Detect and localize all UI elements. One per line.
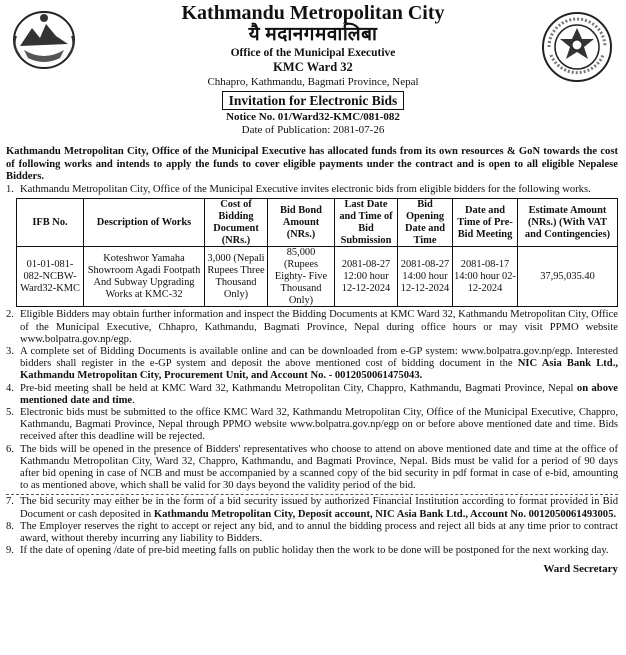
ward-name: KMC Ward 32	[273, 60, 353, 74]
list-item: 2. Eligible Bidders may obtain further information and inspect the Bidding Documents at KMC Ward 32, Kathmandu Metropolitan City, Office of the Municipal Executive, Chhapro, Kathmandu, Bagmati Province, Nepal during office hours or may visit PPMO website www.bolpatra.gov.np/egp.	[6, 309, 618, 345]
cell-bond: 85,000 (Rupees Eighty- Five Thousand Only)	[268, 247, 335, 307]
list-item: 5. Electronic bids must be submitted to the office KMC Ward 32, Kathmandu Metropolitan City, Office of the Municipal Executive, Chappro, Kathmandu, Bagmati Province, Nepal through PPMO website www.bolpatra.gov.np/egp on or before above mentioned date and time. Bids received after this deadline will be rejected.	[6, 407, 618, 443]
notice-number: Notice No. 01/Ward32-KMC/081-082	[226, 111, 400, 123]
col-cost: Cost of Bidding Document (NRs.)	[205, 199, 268, 247]
invitation-title: Invitation for Electronic Bids	[222, 91, 405, 110]
list-item: 3. A complete set of Bidding Documents is available online and can be downloaded from e-GP system: www.bolpatra.gov.np/egp. Interested bidders shall register in the e-GP system and deposit the above mentioned cost of bidding document in the NIC Asia Bank Ltd., Kathmandu Metropolitan City, Procurement Unit, and Account No. - 0012050061475043.	[6, 345, 618, 382]
col-opening: Bid Opening Date and Time	[398, 199, 453, 247]
office-name: Office of the Municipal Executive	[230, 47, 396, 59]
cell-cost: 3,000 (Nepali Rupees Three Thousand Only)	[205, 247, 268, 307]
items-list	[6, 184, 618, 576]
col-last-date: Last Date and Time of Bid Submission	[335, 199, 398, 247]
cell-ifb: 01-01-081-082-NCBW-Ward32-KMC	[17, 247, 84, 307]
col-description: Description of Works	[84, 199, 205, 247]
cell-prebid: 2081-08-17 14:00 hour 02-12-2024	[453, 247, 518, 307]
divider	[6, 494, 618, 495]
table-header-row	[17, 199, 618, 247]
cell-estimate: 37,95,035.40	[518, 247, 618, 307]
list-item: 1. Kathmandu Metropolitan City, Office of the Municipal Executive invites electronic bids from eligible bidders for the following works.	[6, 184, 591, 195]
list-item: 7. The bid security may either be in the form of a bid security issued by authorized Financial Institution according to format provided in Bid Document or cash deposited in Kathmandu Metropolitan City, Deposit account, NIC Asia Bank Ltd., Account No. 0012050061493005.	[6, 496, 618, 520]
list-item: 9. If the date of opening /date of pre-bid meeting falls on public holiday then the work to be done will be postponed for the next working day.	[6, 545, 609, 557]
table-row	[17, 247, 618, 307]
col-bond: Bid Bond Amount (NRs.)	[268, 199, 335, 247]
signature: Ward Secretary	[543, 563, 618, 576]
cell-last-date: 2081-08-27 12:00 hour 12-12-2024	[335, 247, 398, 307]
list-item: 6. The bids will be opened in the presence of Bidders' representatives who choose to attend on above mentioned date and time at the office of Kathmandu Metropolitan City, Ward 32, Chappro, Kathmandu, and Bagmati Province, Nepal. Bids must be valid for a period of 90 days after bid opening in case of NCB and must be accompanied by a scanned copy of the bid security in pdf format in case of e-bid, amounting to as mentioned above, which shall be valid for 30 days beyond the validity period of the bid.	[6, 443, 618, 492]
list-item: 8. The Employer reserves the right to accept or reject any bid, and to annul the bidding process and reject all bids at any time prior to contract award, without thereby incurring any liability to Bidders.	[6, 520, 618, 545]
address: Chhapro, Kathmandu, Bagmati Province, Nepal	[207, 76, 419, 88]
intro-paragraph: Kathmandu Metropolitan City, Office of the Municipal Executive has allocated funds from its own resources & GoN towards the cost of following works and intends to apply the funds to cover eligible payments under the contract and is open to all eligible Nepalese Bidders.	[6, 146, 618, 183]
col-ifb: IFB No.	[17, 199, 84, 247]
city-title-nepali: यै मदानगमवालिबा	[248, 24, 378, 45]
col-prebid: Date and Time of Pre-Bid Meeting	[453, 199, 518, 247]
header	[0, 2, 626, 137]
cell-description: Koteshwor Yamaha Showroom Agadi Footpath And Subway Upgrading Works at KMC-32	[84, 247, 205, 307]
bid-table	[16, 198, 618, 307]
publication-date: Date of Publication: 2081-07-26	[241, 124, 385, 136]
city-title: Kathmandu Metropolitan City	[181, 2, 445, 24]
cell-opening: 2081-08-27 14:00 hour 12-12-2024	[398, 247, 453, 307]
list-item: 4. Pre-bid meeting shall be held at KMC Ward 32, Kathmandu Metropolitan City, Chappro, Kathmandu, Bagmati Province, Nepal on above mentioned date and time.	[6, 382, 618, 406]
col-estimate: Estimate Amount (NRs.) (With VAT and Contingencies)	[518, 199, 618, 247]
